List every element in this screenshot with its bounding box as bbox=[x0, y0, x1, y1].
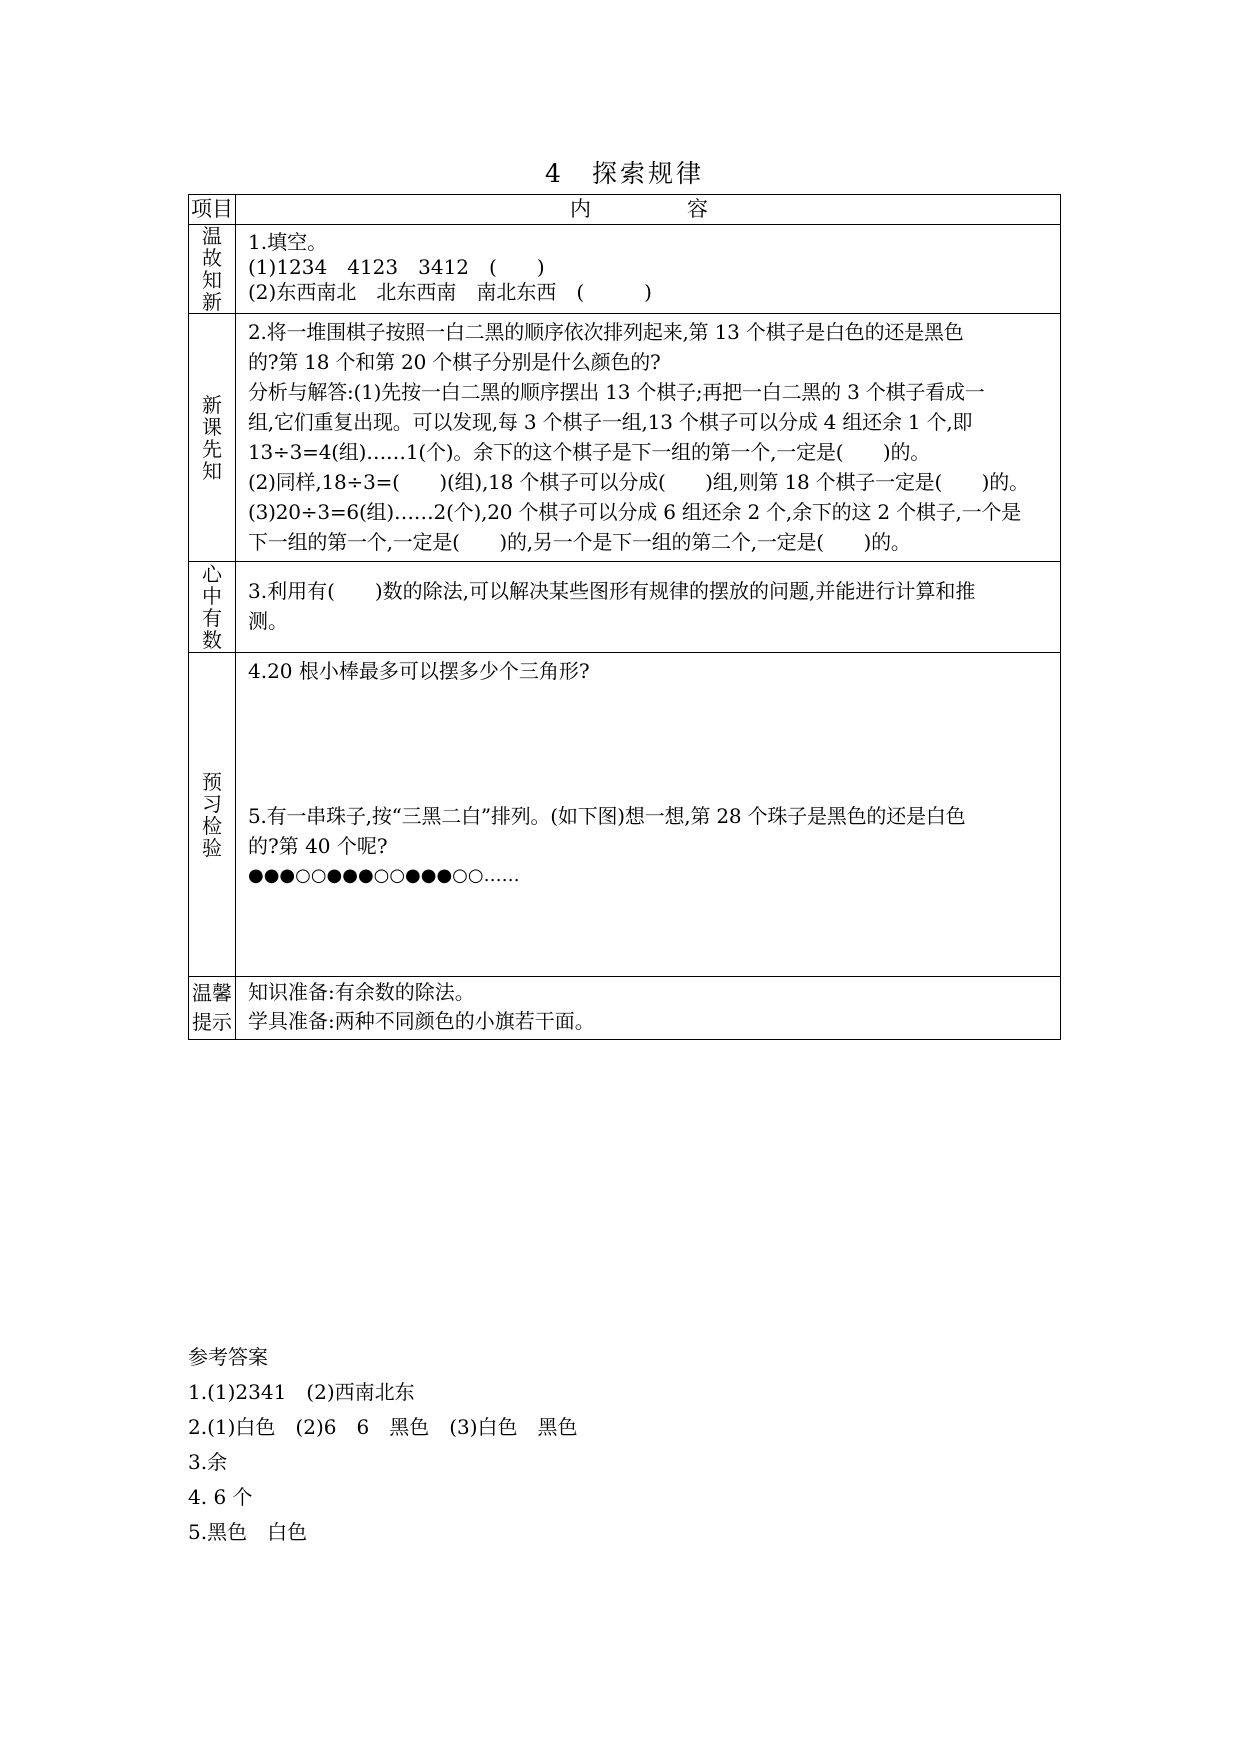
header-content: 内 容 bbox=[236, 195, 1061, 225]
question-3-line-1: 3.利用有( )数的除法,可以解决某些图形有规律的摆放的问题,并能进行计算和推 bbox=[248, 579, 976, 603]
table-header-row bbox=[189, 195, 1061, 225]
analysis-line-4: (2)同样,18÷3=( )(组),18 个棋子可以分成( )组,则第 18 个棋子一定是( )的。 bbox=[248, 470, 1029, 494]
bead-sequence: ●●●○○●●●○○●●●○○…… bbox=[248, 865, 520, 886]
answer-5: 5.黑色 白色 bbox=[188, 1520, 308, 1544]
analysis-line-2: 组,它们重复出现。可以发现,每 3 个棋子一组,13 个棋子可以分成 4 组还余 1 个,即 bbox=[248, 410, 973, 434]
question-5-line-1: 5.有一串珠子,按“三黑二白”排列。(如下图)想一想,第 28 个珠子是黑色的还是白色 bbox=[248, 804, 966, 828]
analysis-line-1: 分析与解答:(1)先按一白二黑的顺序摆出 13 个棋子;再把一白二黑的 3 个棋子看成一 bbox=[248, 380, 985, 404]
worksheet-table bbox=[188, 194, 1061, 1040]
section-label-tips: 温馨 提示 bbox=[189, 977, 236, 1040]
question-1-heading: 1.填空。 bbox=[248, 230, 328, 254]
answer-1: 1.(1)2341 (2)西南北东 bbox=[188, 1380, 415, 1404]
answer-3: 3.余 bbox=[188, 1450, 228, 1474]
section-review bbox=[189, 225, 1061, 314]
knowledge-preparation: 知识准备:有余数的除法。 bbox=[248, 980, 475, 1004]
section-label-summary: 心 中 有 数 bbox=[189, 562, 236, 653]
question-2-line-2: 的?第 18 个和第 20 个棋子分别是什么颜色的? bbox=[248, 350, 661, 374]
section-label-new-lesson: 新 课 先 知 bbox=[189, 314, 236, 562]
analysis-line-3: 13÷3=4(组)……1(个)。余下的这个棋子是下一组的第一个,一定是( )的。 bbox=[248, 440, 931, 464]
section-label-preview-check: 预 习 检 验 bbox=[189, 653, 236, 977]
answer-4: 4. 6 个 bbox=[188, 1485, 253, 1509]
tool-preparation: 学具准备:两种不同颜色的小旗若干面。 bbox=[248, 1009, 595, 1033]
section-content-review bbox=[236, 225, 1061, 314]
question-1-part-1: (1)1234 4123 3412 ( ) bbox=[248, 255, 545, 279]
analysis-line-5: (3)20÷3=6(组)……2(个),20 个棋子可以分成 6 组还余 2 个,余下的这 2 个棋子,一个是 bbox=[248, 500, 1022, 524]
question-2-line-1: 2.将一堆围棋子按照一白二黑的顺序依次排列起来,第 13 个棋子是白色的还是黑色 bbox=[248, 320, 964, 344]
section-tips bbox=[189, 977, 1061, 1040]
page-title: 4 探索规律 bbox=[545, 159, 704, 188]
analysis-line-6: 下一组的第一个,一定是( )的,另一个是下一组的第二个,一定是( )的。 bbox=[248, 530, 911, 554]
section-content-tips bbox=[236, 977, 1061, 1040]
header-item: 项目 bbox=[189, 195, 236, 225]
question-3-line-2: 测。 bbox=[248, 609, 288, 633]
section-content-new-lesson bbox=[236, 314, 1061, 562]
answer-2: 2.(1)白色 (2)6 6 黑色 (3)白色 黑色 bbox=[188, 1415, 578, 1439]
answers-title: 参考答案 bbox=[188, 1345, 268, 1369]
question-4: 4.20 根小棒最多可以摆多少个三角形? bbox=[248, 659, 590, 683]
section-new-lesson bbox=[189, 314, 1061, 562]
section-summary bbox=[189, 562, 1061, 653]
section-label-review: 温 故 知 新 bbox=[189, 225, 236, 314]
section-preview-check bbox=[189, 653, 1061, 977]
reference-answers bbox=[188, 1340, 788, 1550]
section-content-summary bbox=[236, 562, 1061, 653]
question-5-line-2: 的?第 40 个呢? bbox=[248, 834, 388, 858]
answer-space-4 bbox=[248, 686, 1052, 801]
section-content-preview-check bbox=[236, 653, 1061, 977]
question-1-part-2: (2)东西南北 北东西南 南北东西 ( ) bbox=[248, 280, 652, 304]
